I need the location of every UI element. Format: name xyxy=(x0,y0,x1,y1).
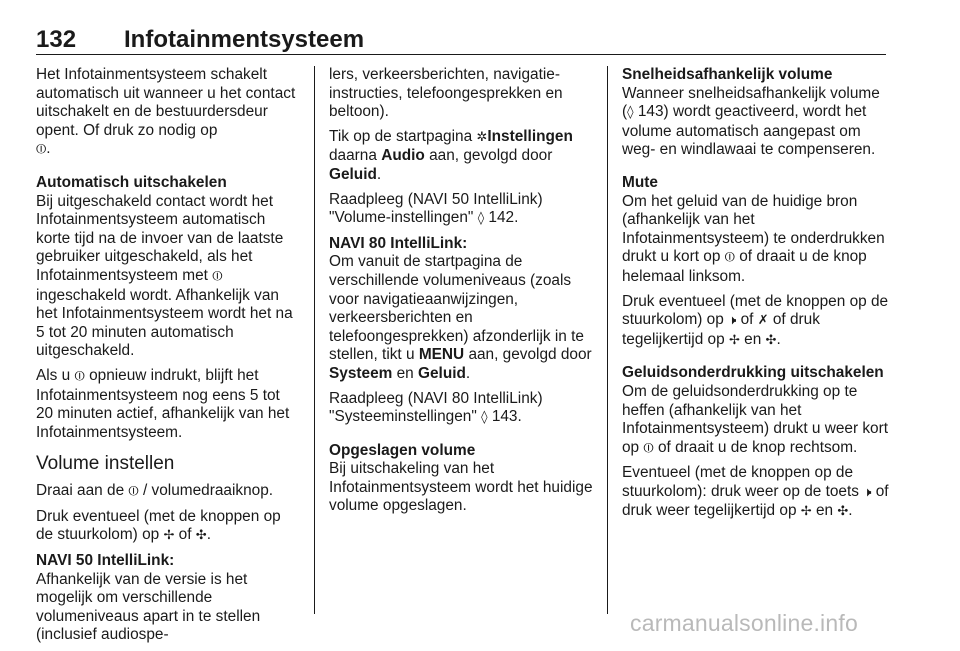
section-title-volume: Volume instellen xyxy=(36,453,175,475)
heading-mute: Mute xyxy=(622,173,658,191)
heading-saved-volume: Opgeslagen volume xyxy=(329,441,476,459)
volume-up-icon: ✢ xyxy=(800,504,812,520)
paragraph-steering-buttons: Druk eventueel (met de knoppen op de stuurkolom) op ✢ of ✣. xyxy=(36,507,281,544)
power-icon: ⏼ xyxy=(128,484,139,500)
page-number: 132 xyxy=(36,26,77,53)
volume-up-icon: ✢ xyxy=(728,332,740,348)
power-icon: ⏼ xyxy=(724,250,735,266)
mute-cross-icon: ✗ xyxy=(757,313,769,329)
paragraph-navi50-cont: lers, verkeersberichten, navigatie-instructies, telefoongesprekken en beltoon). xyxy=(329,66,563,121)
paragraph-navi50: Afhankelijk van de versie is het mogelijk om verschillende volumeniveaus apart in te stellen (inclusief audiospe- xyxy=(36,570,261,644)
reference-icon: ◊ xyxy=(627,105,634,121)
reference-icon: ◊ xyxy=(481,410,488,426)
heading-speed-volume: Snelheidsafhankelijk volume xyxy=(622,66,833,83)
heading-auto-off: Automatisch uitschakelen xyxy=(36,173,227,191)
mute-icon: 🕨 xyxy=(863,484,872,500)
volume-down-icon: ✣ xyxy=(837,504,849,520)
column-divider xyxy=(314,66,315,614)
paragraph-mute: Om het geluid van de huidige bron (afhankelijk van het Infotainmentsysteem) te onderdrukken drukt u kort op ⏼ of draait u de knop helemaal linksom. xyxy=(622,192,885,285)
power-icon: ⏼ xyxy=(643,440,654,456)
volume-up-icon: ✢ xyxy=(163,528,175,544)
page-header xyxy=(36,26,886,55)
column-3 xyxy=(622,66,890,528)
reference-icon: ◊ xyxy=(477,211,485,227)
chapter-title: Infotainmentsysteem xyxy=(124,26,365,53)
power-icon: ⏼ xyxy=(212,268,223,284)
paragraph-speed-volume: Wanneer snelheidsafhankelijk volume (◊ 143) wordt geactiveerd, wordt het volume automatisch aangepast om weg- en windlawaai te compenseren. xyxy=(622,84,880,159)
column-2 xyxy=(329,66,593,522)
paragraph-reactivate: Als u ⏼ opnieuw indrukt, blijft het Infotainmentsysteem nog eens 5 tot 20 minuten actief, afhankelijk van het Infotainmentsysteem. xyxy=(36,366,290,441)
column-divider xyxy=(607,66,608,614)
mute-icon: 🕨 xyxy=(728,313,737,329)
paragraph-navi80: Om vanuit de startpagina de verschillende volumeniveaus (zoals voor navigatieaanwijzingen, verkeersberichten en telefoongesprekken) afzonderlijk in te stellen, tikt u MENU aan, gevolgd door Systeem en Geluid. xyxy=(329,253,592,382)
power-icon: ⏼ xyxy=(74,368,85,384)
paragraph-ref-143: Raadpleeg (NAVI 80 IntelliLink) "Systeeminstellingen" ◊ 143. xyxy=(329,389,543,426)
paragraph-auto-off: Het Infotainmentsysteem schakelt automatisch uit wanneer u het contact uitschakelt en de bestuurdersdeur opent. Of druk zo nodig op ⏼. xyxy=(36,66,296,158)
power-icon: ⏼ xyxy=(36,142,47,158)
volume-down-icon: ✣ xyxy=(765,332,777,348)
paragraph-mute-steering: Druk eventueel (met de knoppen op de stuurkolom) op 🕨 of ✗ of druk tegelijkertijd op ✢ en ✣. xyxy=(622,292,889,348)
paragraph-auto-off-detail: Bij uitgeschakeld contact wordt het Infotainmentsysteem automatisch korte tijd na de invoer van de laatste gebruiker uitgeschakeld, als het Infotainmentsysteem met ⏼ ingeschakeld wordt. Afhankelijk van het Infotainmentsysteem wordt het na 5 tot 20 minuten automatisch uitgeschakeld. xyxy=(36,192,293,360)
settings-icon: ✲ xyxy=(476,129,488,145)
heading-navi50: NAVI 50 IntelliLink: xyxy=(36,552,175,570)
paragraph-unmute-steering: Eventueel (met de knoppen op de stuurkolom): druk weer op de toets 🕨 of druk weer tegelijkertijd op ✢ en ✣. xyxy=(622,464,889,520)
paragraph-ref-142: Raadpleeg (NAVI 50 IntelliLink) "Volume-instellingen" ◊ 142. xyxy=(329,190,543,227)
paragraph-unmute: Om de geluidsonderdrukking op te heffen (afhankelijk van het Infotainmentsysteem) drukt u weer kort op ⏼ of draait u de knop rechtsom. xyxy=(622,382,889,456)
paragraph-settings-path: Tik op de startpagina ✲Instellingen daarna Audio aan, gevolgd door Geluid. xyxy=(329,127,573,183)
heading-unmute: Geluidsonderdrukking uitschakelen xyxy=(622,364,884,382)
paragraph-saved-volume: Bij uitschakeling van het Infotainmentsysteem wordt het huidige volume opgeslagen. xyxy=(329,460,593,515)
watermark: carmanualsonline.info xyxy=(630,610,858,636)
volume-down-icon: ✣ xyxy=(195,528,207,544)
paragraph-volume-knob: Draai aan de ⏼ / volumedraaiknop. xyxy=(36,482,274,500)
column-1 xyxy=(36,66,300,651)
heading-navi80: NAVI 80 IntelliLink: xyxy=(329,234,468,252)
